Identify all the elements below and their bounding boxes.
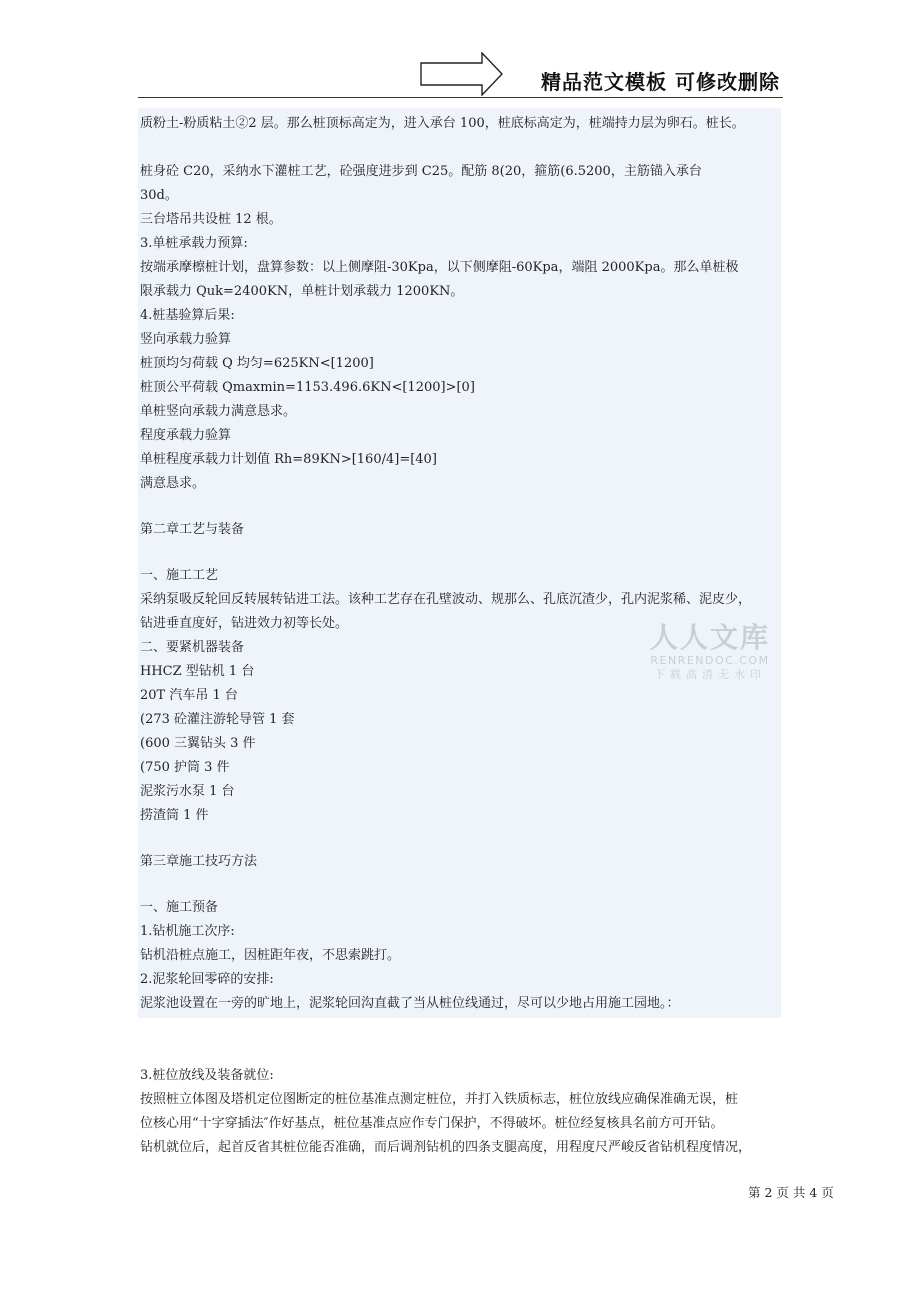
text-line: 单桩竖向承载力满意恳求。	[140, 404, 297, 419]
text-line: 桩顶均匀荷载 Q 均匀=625KN<[1200]	[140, 356, 374, 371]
text-line: 竖向承载力验算	[140, 332, 232, 347]
text-line: 30d。	[140, 188, 178, 203]
section-heading: 二、要紧机器装备	[140, 640, 245, 655]
text-line: 质粉土-粉质粘土②2 层。那么桩顶标高定为，进入承台 100，桩底标高定为，桩端持力层为卵石。桩长。	[140, 116, 745, 131]
watermark-subtitle: 下载高清无水印	[654, 668, 766, 681]
list-item: HHCZ 型钻机 1 台	[140, 664, 255, 679]
text-line: 桩顶公平荷载 Qmaxmin=1153.496.6KN<[1200]>[0]	[140, 380, 475, 395]
page-number: 第 2 页 共 4 页	[748, 1185, 834, 1200]
text-line: 满意恳求。	[140, 476, 206, 491]
text-line: 三台塔吊共设桩 12 根。	[140, 212, 282, 227]
header-title: 精品范文模板 可修改删除	[541, 70, 780, 94]
list-item: 20T 汽车吊 1 台	[140, 688, 238, 703]
text-line: 程度承载力验算	[140, 428, 232, 443]
arrow-icon	[420, 52, 504, 96]
list-item: 捞渣筒 1 件	[140, 808, 209, 823]
section-heading: 一、施工预备	[140, 900, 219, 915]
text-line: 按端承摩檫桩计划，盘算参数：以上侧摩阻-30Kpa，以下侧摩阻-60Kpa，端阻 2000Kpa。那么单桩极	[140, 260, 739, 275]
text-line: 钻机沿桩点施工，因桩距年夜，不思索跳打。	[140, 948, 401, 963]
list-item: (273 砼灌注游轮导管 1 套	[140, 712, 295, 727]
text-line: 1.钻机施工次序:	[140, 924, 235, 939]
text-line: 单桩程度承载力计划值 Rh=89KN>[160/4]=[40]	[140, 452, 437, 467]
chapter-heading: 第二章工艺与装备	[140, 522, 245, 537]
text-line: 钻机就位后，起首反省其桩位能否准确，而后调剂钻机的四条支腿高度，用程度尺严峻反省钻机程度情况，	[140, 1140, 752, 1155]
text-line: 采纳泵吸反轮回反转展转钻进工法。该种工艺存在孔壁波动、规那么、孔底沉渣少，孔内泥浆稀、泥皮少，	[140, 592, 752, 607]
section-heading: 一、施工工艺	[140, 568, 219, 583]
watermark-domain: RENRENDOC.COM	[650, 654, 770, 667]
header-divider	[138, 97, 783, 98]
chapter-heading: 第三章施工技巧方法	[140, 854, 258, 869]
text-line: 3.单桩承载力预算:	[140, 236, 248, 251]
text-line: 按照桩立体图及塔机定位图断定的桩位基准点测定桩位，并打入铁质标志，桩位放线应确保准确无误，桩	[140, 1092, 739, 1107]
text-line: 钻进垂直度好，钻进效力初等长处。	[140, 616, 349, 631]
text-line: 桩身砼 C20，采纳水下灌桩工艺，砼强度进步到 C25。配筋 8(20，箍筋(6.5200，主筋锚入承台	[140, 164, 702, 179]
text-line: 3.桩位放线及装备就位:	[140, 1068, 274, 1083]
text-line: 位核心用“十字穿插法″作好基点，桩位基准点应作专门保护，不得破坏。桩位经复核具名前方可开钻。	[140, 1116, 724, 1131]
list-item: (600 三翼钻头 3 件	[140, 736, 256, 751]
list-item: 泥浆污水泵 1 台	[140, 784, 235, 799]
text-line: 泥浆池设置在一旁的旷地上，泥浆轮回沟直截了当从桩位线通过，尽可以少地占用施工园地。：	[140, 996, 680, 1011]
text-line: 2.泥浆轮回零碎的安排:	[140, 972, 274, 987]
list-item: (750 护筒 3 件	[140, 760, 230, 775]
watermark	[645, 622, 775, 682]
text-line: 限承载力 Quk=2400KN，单桩计划承载力 1200KN。	[140, 284, 464, 299]
text-line: 4.桩基验算后果:	[140, 308, 235, 323]
watermark-title: 人人文库	[649, 621, 770, 654]
